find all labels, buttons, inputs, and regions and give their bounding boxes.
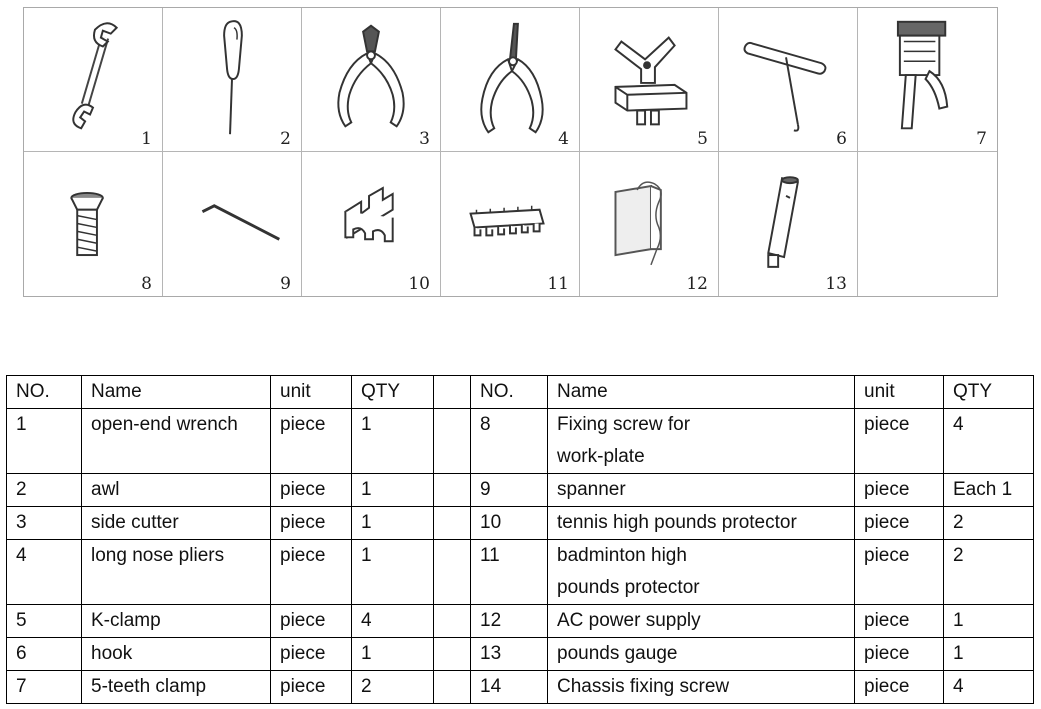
cell-qty: Each 1: [944, 474, 1034, 507]
cell-unit: piece: [855, 409, 944, 474]
cell-name: [82, 540, 271, 605]
spacer-cell: [434, 474, 471, 507]
cell-unit: piece: [271, 474, 352, 507]
tool-cell-3: [302, 8, 441, 152]
tool-cell-8: [24, 152, 163, 296]
tool-illustration-grid: [23, 7, 998, 297]
cell-name: [548, 671, 855, 704]
spacer-cell: [434, 409, 471, 474]
tool-number: 10: [408, 274, 430, 294]
item-name-line: Chassis fixing screw: [557, 676, 730, 697]
item-name-line: pounds gauge: [557, 643, 678, 664]
parts-list-table: [6, 375, 1034, 704]
cell-no: 4: [7, 540, 82, 605]
cell-name: [82, 507, 271, 540]
tool-number: 8: [141, 274, 152, 294]
header-name: Name: [82, 376, 271, 409]
cell-name: [548, 540, 855, 605]
cell-name: [548, 474, 855, 507]
cell-qty: 2: [944, 507, 1034, 540]
tool-cell-4: [441, 8, 580, 152]
cell-name: [82, 638, 271, 671]
cell-qty: 1: [944, 605, 1034, 638]
tool-number: 11: [547, 274, 569, 294]
cell-no: 9: [471, 474, 548, 507]
cell-no: 7: [7, 671, 82, 704]
tool-number: 1: [141, 129, 152, 149]
cell-name: [82, 605, 271, 638]
cell-no: 1: [7, 409, 82, 474]
cell-no: 3: [7, 507, 82, 540]
header-unit: unit: [271, 376, 352, 409]
cell-no: 11: [471, 540, 548, 605]
item-name-line: hook: [91, 643, 133, 664]
spacer-cell: [434, 605, 471, 638]
tool-number: 4: [558, 129, 569, 149]
cell-unit: piece: [855, 638, 944, 671]
cell-qty: 4: [944, 671, 1034, 704]
tool-cell-13: [719, 152, 858, 296]
cell-unit: piece: [271, 671, 352, 704]
tool-number: 6: [836, 129, 847, 149]
tool-number: 5: [697, 129, 708, 149]
table-row: [7, 671, 1034, 704]
table-row: [7, 540, 1034, 605]
spacer-cell: [434, 671, 471, 704]
table-header-row: [7, 376, 1034, 409]
item-name-line: Fixing screw for: [557, 414, 691, 435]
item-name-line: long nose pliers: [91, 545, 225, 566]
cell-no: 6: [7, 638, 82, 671]
tool-number: 13: [825, 274, 847, 294]
cell-unit: piece: [855, 540, 944, 605]
tool-cell-2: [163, 8, 302, 152]
tool-cell-empty: [858, 152, 997, 296]
tool-number: 2: [280, 129, 291, 149]
cell-qty: 2: [352, 671, 434, 704]
tool-cell-11: [441, 152, 580, 296]
cell-name: [548, 605, 855, 638]
tool-cell-12: [580, 152, 719, 296]
cell-unit: piece: [271, 540, 352, 605]
tool-cell-5: [580, 8, 719, 152]
cell-qty: 1: [352, 638, 434, 671]
item-name-line: awl: [91, 479, 120, 500]
header-no: NO.: [7, 376, 82, 409]
item-name-line: work-plate: [557, 446, 645, 467]
cell-unit: piece: [855, 605, 944, 638]
tool-number: 9: [280, 274, 291, 294]
cell-qty: 4: [352, 605, 434, 638]
cell-name: [82, 409, 271, 474]
item-name-line: 5-teeth clamp: [91, 676, 207, 697]
item-name-line: K-clamp: [91, 610, 161, 631]
header-unit: unit: [855, 376, 944, 409]
item-name-line: AC power supply: [557, 610, 701, 631]
table-row: [7, 409, 1034, 474]
cell-qty: 1: [352, 540, 434, 605]
cell-unit: piece: [855, 474, 944, 507]
cell-no: 14: [471, 671, 548, 704]
spacer-cell: [434, 507, 471, 540]
cell-no: 10: [471, 507, 548, 540]
item-name-line: tennis high pounds protector: [557, 512, 797, 533]
cell-no: 13: [471, 638, 548, 671]
cell-name: [82, 474, 271, 507]
cell-qty: 1: [352, 409, 434, 474]
cell-unit: piece: [271, 409, 352, 474]
item-name-line: spanner: [557, 479, 626, 500]
cell-no: 2: [7, 474, 82, 507]
cell-qty: 1: [352, 474, 434, 507]
cell-name: [548, 507, 855, 540]
table-row: [7, 507, 1034, 540]
spacer-cell: [434, 638, 471, 671]
spacer-cell: [434, 376, 471, 409]
cell-qty: 2: [944, 540, 1034, 605]
item-name-line: badminton high: [557, 545, 687, 566]
table-row: [7, 474, 1034, 507]
tool-number: 12: [686, 274, 708, 294]
tool-cell-7: [858, 8, 997, 152]
cell-no: 12: [471, 605, 548, 638]
cell-no: 8: [471, 409, 548, 474]
cell-no: 5: [7, 605, 82, 638]
cell-unit: piece: [271, 507, 352, 540]
header-qty: QTY: [944, 376, 1034, 409]
cell-unit: piece: [271, 605, 352, 638]
cell-unit: piece: [855, 671, 944, 704]
tool-cell-10: [302, 152, 441, 296]
header-qty: QTY: [352, 376, 434, 409]
cell-qty: 1: [352, 507, 434, 540]
cell-name: [548, 638, 855, 671]
tool-cell-6: [719, 8, 858, 152]
table-row: [7, 638, 1034, 671]
cell-name: [82, 671, 271, 704]
item-name-line: pounds protector: [557, 577, 700, 598]
cell-qty: 4: [944, 409, 1034, 474]
item-name-line: side cutter: [91, 512, 179, 533]
item-name-line: open-end wrench: [91, 414, 238, 435]
cell-unit: piece: [855, 507, 944, 540]
cell-unit: piece: [271, 638, 352, 671]
header-name: Name: [548, 376, 855, 409]
table-row: [7, 605, 1034, 638]
tool-number: 7: [976, 129, 987, 149]
spacer-cell: [434, 540, 471, 605]
tool-cell-9: [163, 152, 302, 296]
tool-cell-1: [24, 8, 163, 152]
cell-name: [548, 409, 855, 474]
cell-qty: 1: [944, 638, 1034, 671]
header-no: NO.: [471, 376, 548, 409]
tool-number: 3: [419, 129, 430, 149]
